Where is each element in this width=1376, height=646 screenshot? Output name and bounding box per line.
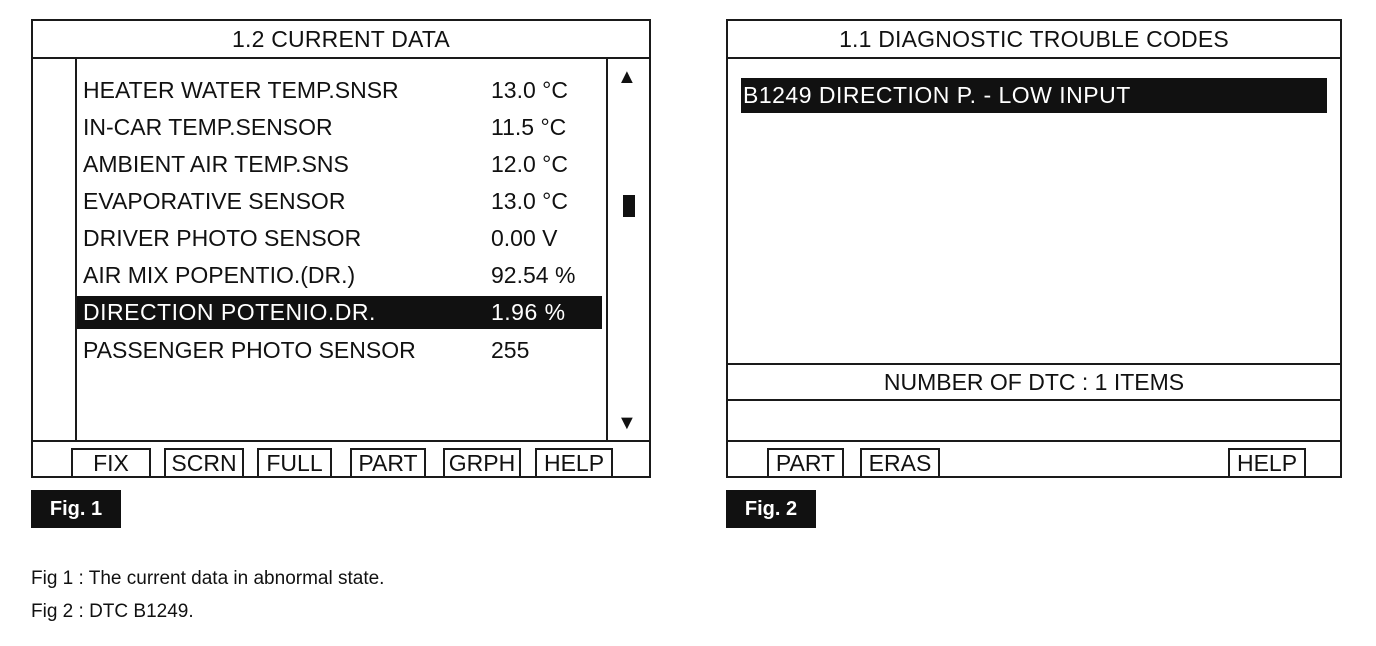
data-row[interactable]	[77, 111, 602, 144]
part-button[interactable]: PART	[350, 448, 426, 476]
scrn-button[interactable]: SCRN	[164, 448, 244, 476]
scroll-down-arrow-icon[interactable]: ▼	[617, 412, 637, 434]
data-row-value: 92.54 %	[491, 262, 576, 288]
grph-button[interactable]: GRPH	[443, 448, 521, 476]
data-row-value: 255	[491, 337, 530, 363]
function-key-bar	[33, 440, 649, 476]
data-row-value: 11.5 °C	[491, 114, 567, 140]
data-row-selected[interactable]	[77, 296, 602, 329]
dtc-count: NUMBER OF DTC : 1 ITEMS	[728, 363, 1340, 401]
full-button[interactable]: FULL	[257, 448, 332, 476]
data-row[interactable]	[77, 222, 602, 255]
data-row-name: HEATER WATER TEMP.SNSR	[83, 77, 399, 103]
data-row[interactable]	[77, 74, 602, 107]
caption: Fig 1 : The current data in abnormal state.	[31, 568, 385, 589]
data-row-name: AIR MIX POPENTIO.(DR.)	[83, 262, 356, 288]
scroll-up-arrow-icon[interactable]: ▲	[617, 66, 637, 88]
data-row-name: DRIVER PHOTO SENSOR	[83, 225, 362, 251]
data-row-value: 13.0 °C	[491, 77, 568, 103]
data-row[interactable]	[77, 334, 602, 367]
eras-button[interactable]: ERAS	[860, 448, 940, 476]
data-row-name: AMBIENT AIR TEMP.SNS	[83, 151, 349, 177]
data-row-value: 13.0 °C	[491, 188, 568, 214]
data-row[interactable]	[77, 148, 602, 181]
data-row-name: DIRECTION POTENIO.DR.	[83, 299, 376, 325]
dtc-list-item-selected[interactable]: B1249 DIRECTION P. - LOW INPUT	[741, 78, 1327, 113]
screen-title: 1.1 DIAGNOSTIC TROUBLE CODES	[728, 21, 1340, 59]
data-row-value: 12.0 °C	[491, 151, 568, 177]
data-row-name: EVAPORATIVE SENSOR	[83, 188, 346, 214]
help-button[interactable]: HELP	[535, 448, 613, 476]
data-row-value: 1.96 %	[491, 299, 566, 325]
part-button[interactable]: PART	[767, 448, 844, 476]
data-row[interactable]	[77, 259, 602, 292]
caption: Fig 2 : DTC B1249.	[31, 601, 194, 622]
data-row[interactable]	[77, 185, 602, 218]
scrollbar-thumb[interactable]	[623, 195, 635, 217]
scrollbar-track[interactable]	[606, 57, 608, 442]
data-row-name: IN-CAR TEMP.SENSOR	[83, 114, 333, 140]
help-button[interactable]: HELP	[1228, 448, 1306, 476]
figure-label: Fig. 2	[726, 490, 816, 528]
data-row-name: PASSENGER PHOTO SENSOR	[83, 337, 416, 363]
dtc-screen	[726, 19, 1342, 478]
function-key-bar	[728, 440, 1340, 476]
figure-label: Fig. 1	[31, 490, 121, 528]
data-row-value: 0.00 V	[491, 225, 558, 251]
fix-button[interactable]: FIX	[71, 448, 151, 476]
screen-title: 1.2 CURRENT DATA	[33, 21, 649, 59]
current-data-screen	[31, 19, 651, 478]
